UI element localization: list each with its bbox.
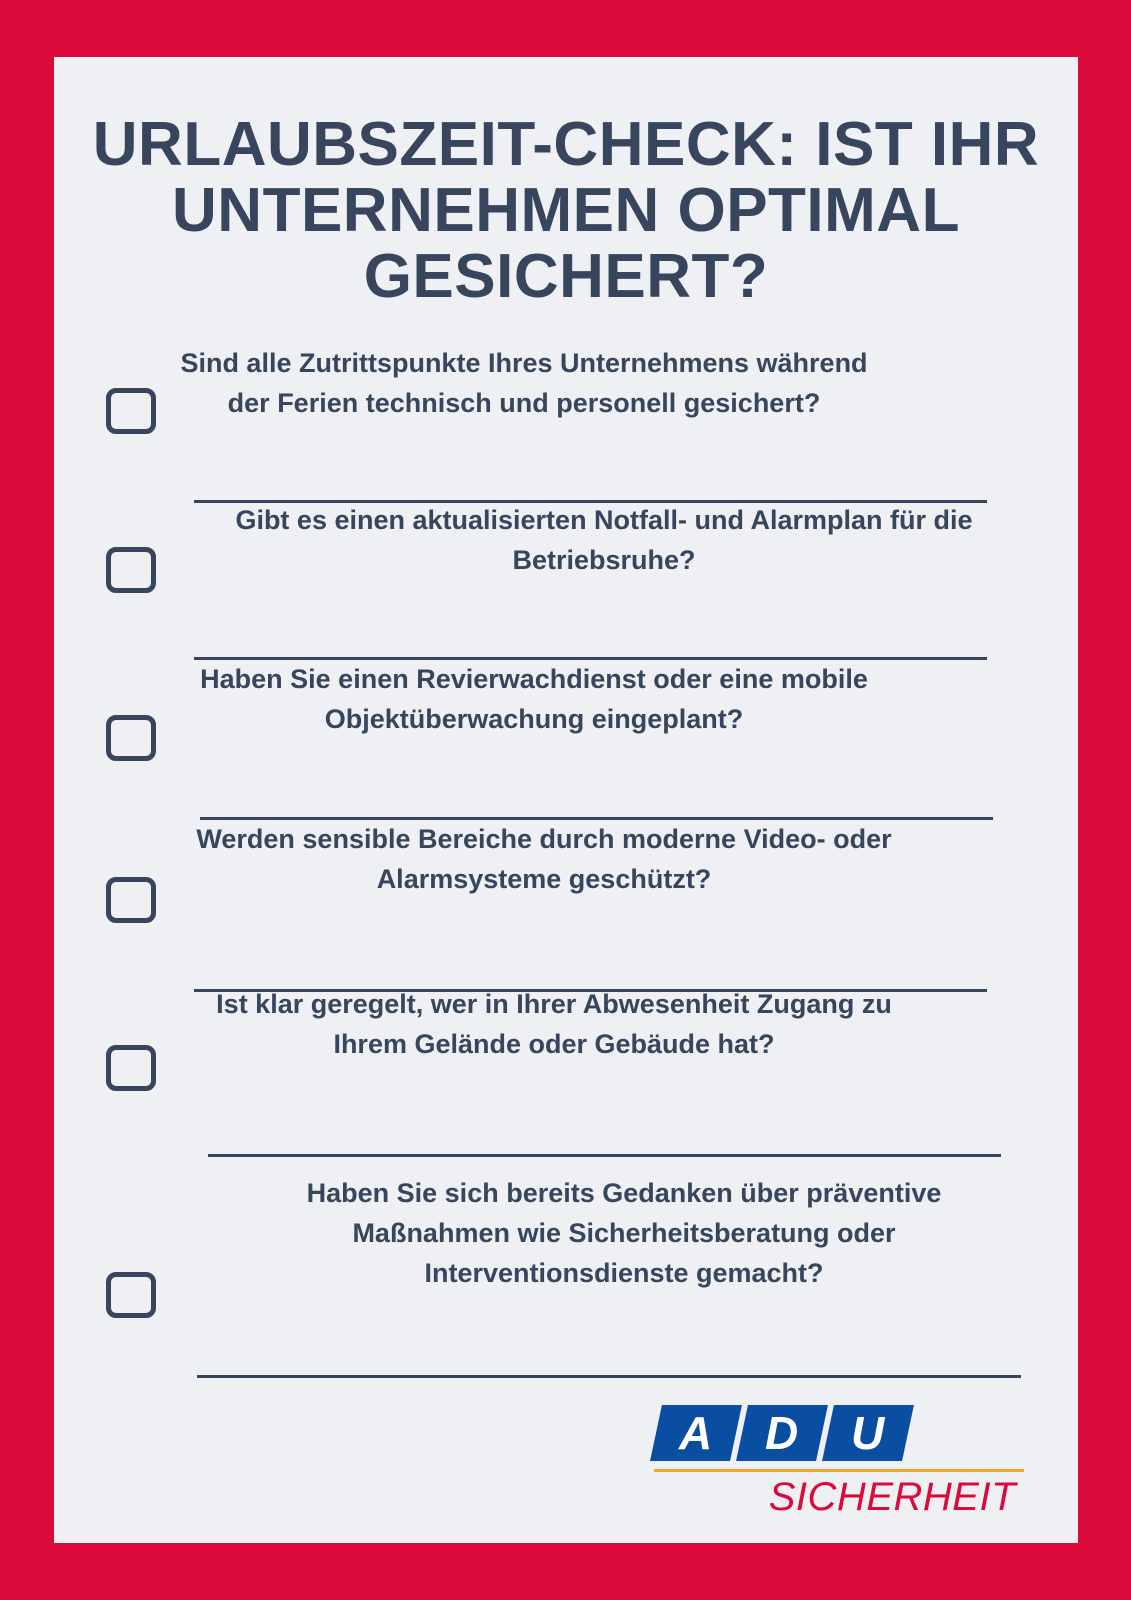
question-text [184,819,904,899]
question-line: Alarmsysteme geschützt? [376,864,712,894]
title-line: GESICHERT? [363,242,769,311]
checkbox[interactable] [106,547,156,593]
question-line: Haben Sie sich bereits Gedanken über präventive [306,1178,942,1208]
question-line: Gibt es einen aktualisierten Notfall- und Alarmplan für die [235,505,973,535]
logo-divider [654,1469,1024,1472]
logo-box [822,1405,914,1461]
logo-subtitle: SICHERHEIT [768,1475,1016,1519]
question-line: Betriebsruhe? [512,545,696,575]
question-line: Sind alle Zutrittspunkte Ihres Unternehmens während [180,348,868,378]
title-line: UNTERNEHMEN OPTIMAL [172,176,960,245]
question-line: Interventionsdienste gemacht? [424,1258,824,1288]
answer-line [208,1154,1001,1157]
page-title [54,112,1078,310]
logo-box [736,1405,828,1461]
question-line: Ist klar geregelt, wer in Ihrer Abwesenheit Zugang zu [216,989,892,1019]
question-line: Maßnahmen wie Sicherheitsberatung oder [352,1218,896,1248]
question-line: der Ferien technisch und personell gesichert? [227,388,821,418]
checkbox[interactable] [106,715,156,761]
checkbox[interactable] [106,1272,156,1318]
adu-logo [654,1405,1024,1523]
title-line: URLAUBSZEIT-CHECK: IST IHR [92,110,1040,179]
checklist-card [54,57,1078,1543]
logo-letter: D [765,1407,799,1459]
logo-letter: U [851,1407,885,1459]
checkbox[interactable] [106,877,156,923]
question-line: Ihrem Gelände oder Gebäude hat? [333,1029,775,1059]
answer-line [197,1375,1021,1378]
question-text [174,343,874,423]
logo-letter: A [679,1407,713,1459]
question-text [194,984,914,1064]
checkbox[interactable] [106,1045,156,1091]
question-line: Werden sensible Bereiche durch moderne Video- oder [196,824,892,854]
question-text [184,500,1024,580]
question-text [174,659,894,739]
checkbox[interactable] [106,388,156,434]
question-text [264,1173,984,1293]
question-line: Objektüberwachung eingeplant? [324,704,744,734]
logo-letter-boxes [656,1405,908,1461]
question-line: Haben Sie einen Revierwachdienst oder eine mobile [200,664,868,694]
logo-box [650,1405,742,1461]
